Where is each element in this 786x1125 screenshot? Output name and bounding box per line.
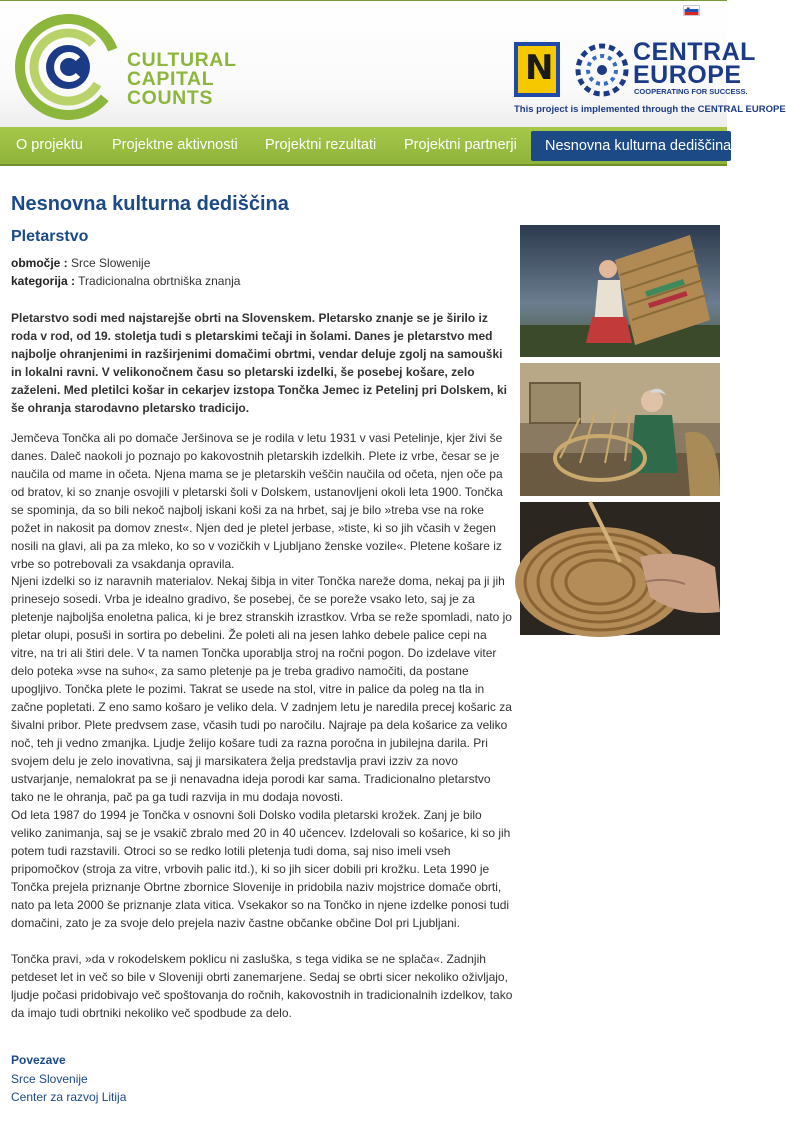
category-value: Tradicionalna obrtniška znanja — [78, 274, 241, 288]
body-paragraph-4: Tončka pravi, »da v rokodelskem poklicu ni zasluška, s tega vidika se ne splača«. Zadnjih petdeset let in več so bile v Sloveniji obrti zanemarjene. Sedaj se obrti sicer nekoliko oživljajo, ljudje počasi pridobivajo več spoštovanja do ročnih, kakovostnih in tradicionalnih izdelkov, tako da imajo tudi obrtniki nekoliko več spodbude za delo. — [11, 952, 513, 1020]
body-paragraph-2: Njeni izdelki so iz naravnih materialov. Nekaj šibja in viter Tončka nareže doma, nekaj pa ji jih prinesejo sosedi. Vrba je idealno gradivo, še posebej, če se poreže vsako leto, saj je za pletenje najboljša enoletna palica, ki je brez stranskih izrastkov. Vrba se reže spomladi, nato jo pletar olupi, posuši in sortira po debelini. Že poleti ali na jesen lahko debele palice cepi na vitre, na tri ali štiri dele. V ta namen Tončka uporablja stroj na ročni pogon. Do izdelave viter delo poteka »vse na suho«, za samo pletenje pa je treba gradivo namočiti, da postane upogljivo. Tončka plete le pozimi. Takrat se usede na stol, vitre in palice da poleg na tla in začne popletati. Z eno samo košaro je veliko dela. V zadnjem letu je naredila precej košaric za šivalni pribor. Plete predvsem zase, včasih tudi po naročilu. Najraje pa dela košarice za veliko noč, teh ji vedno zmanjka. Ljudje želijo košare tudi za razna poročna in jubilejna darila. Pri svojem delu je zelo inovativna, saj ji marsikatera želja predstavlja pravi izziv za novo ustvarjanje, nemalokrat pa se ji nenavadna ideja porodi kar sama. Tradicionalno pletarstvo tako ne le ohranja, pač pa ga tudi razvija in mu dodaja novosti. — [11, 574, 512, 804]
link-srce-slovenije[interactable]: Srce Slovenije — [11, 1072, 88, 1086]
area-value: Srce Slowenije — [71, 256, 151, 270]
body-paragraph-1: Jemčeva Tončka ali po domače Jeršinova se je rodila v letu 1931 v vasi Petelinje, kjer živi še danes. Daleč naokoli jo poznajo po kakovostnih pletarskih izdelkih. Plete iz vrbe, česar se je naučila od mame in očeta. Njena mama se je pletarskih veščin naučila od očeta, njen oče pa od bratov, ki so znanje osvojili v pletarski šoli v Dolskem, ustanovljeni okoli leta 1900. Tončka se spominja, da so bili nekoč najbolj iskani koši za na hrbet, saj je bilo »treba vse na roke požet in nakosit pa domov znest«. Njen ded je pletel jerbase, »tiste, ki so jih včasih v žegen nosili na glavi, ali pa za mleko, ko so v vozičkih v Ljubljano ženske vozile«. Pletene košare iz vrbe so potrebovali za vsakdanja opravila. — [11, 431, 503, 571]
nav-item-projektni-partnerji[interactable]: Projektni partnerji — [404, 137, 517, 153]
central-europe-stars-icon — [570, 43, 634, 97]
area-row — [11, 256, 150, 270]
cultural-capital-counts-logo[interactable] — [16, 15, 256, 119]
category-row — [11, 274, 240, 288]
nav-item-nesnovna-kulturna-dediscina[interactable]: Nesnovna kulturna dediščina — [531, 131, 731, 161]
category-label: kategorija : — [11, 274, 76, 288]
links-heading: Povezave — [11, 1053, 66, 1067]
page-title: Nesnovna kulturna dediščina — [11, 193, 289, 215]
photo-basket-closeup[interactable] — [520, 502, 720, 635]
nav-item-o-projektu[interactable]: O projektu — [16, 137, 83, 153]
ccc-logo-icon — [16, 15, 126, 119]
lead-paragraph: Pletarstvo sodi med najstarejše obrti na Slovenskem. Pletarsko znanje se je širilo iz roda v rod, od 19. stoletja tudi s pletarskimi tečaji in šolami. Danes je pletarstvo med najbolje ohranjenimi in razširjenimi domačimi obrtmi, vendar deluje zgolj na samouški in lokalni ravni. V velikonočnem času so pletarski izdelki, še posebej košare, zelo zaželeni. Med pletilci košar in cekarjev izstopa Tončka Jemec iz Petelinj pri Dolskem, ki še ohranja starodavno pletarsko tradicijo. — [11, 311, 507, 415]
area-label: območje : — [11, 256, 68, 270]
nav-item-projektne-aktivnosti[interactable]: Projektne aktivnosti — [112, 137, 238, 153]
sub-title: Pletarstvo — [11, 228, 89, 245]
link-center-za-razvoj-litija[interactable]: Center za razvoj Litija — [11, 1090, 127, 1104]
photo-weaver-at-work[interactable] — [520, 363, 720, 496]
main-nav — [0, 127, 732, 166]
slovenia-flag-icon[interactable] — [683, 5, 700, 16]
central-europe-title: CENTRAL EUROPE — [633, 38, 756, 89]
body-paragraph-3: Od leta 1987 do 1994 je Tončka v osnovni šoli Dolsko vodila pletarski krožek. Zanj je bilo veliko zanimanja, saj se je vsakič zbralo med 20 in 40 učencev. Izdelovali so košarice, ki so jih potem tudi razstavili. Otroci so se redko lotili pletenja tudi doma, saj niso imeli vseh pripomočkov (stroja za vitre, vrbovih palic itd.), ki so jih sicer dobili pri krožku. Leta 1990 je Tončka prejela priznanje Obrtne zbornice Slovenije in pridobila naziv mojstrice domače obrti, nato pa leta 2000 še priznanje zlata vitica. Vsekakor so na Tončko in njene izdelke ponosi tudi domačini, zato je za svoje delo prejela naziv častne občanke občine Dol pri Ljubljani. — [11, 808, 511, 930]
logo-wordmark: CULTURAL CAPITAL COUNTS — [127, 49, 237, 109]
site-header — [0, 0, 786, 127]
photo-basket-carrier[interactable] — [520, 225, 720, 357]
central-europe-subtitle: COOPERATING FOR SUCCESS. — [634, 87, 748, 96]
nav-item-projektni-rezultati[interactable]: Projektni rezultati — [265, 137, 377, 153]
partner-n-logo[interactable]: N — [514, 42, 560, 97]
project-notice: This project is implemented through the CENTRAL EUROPE — [514, 104, 786, 115]
